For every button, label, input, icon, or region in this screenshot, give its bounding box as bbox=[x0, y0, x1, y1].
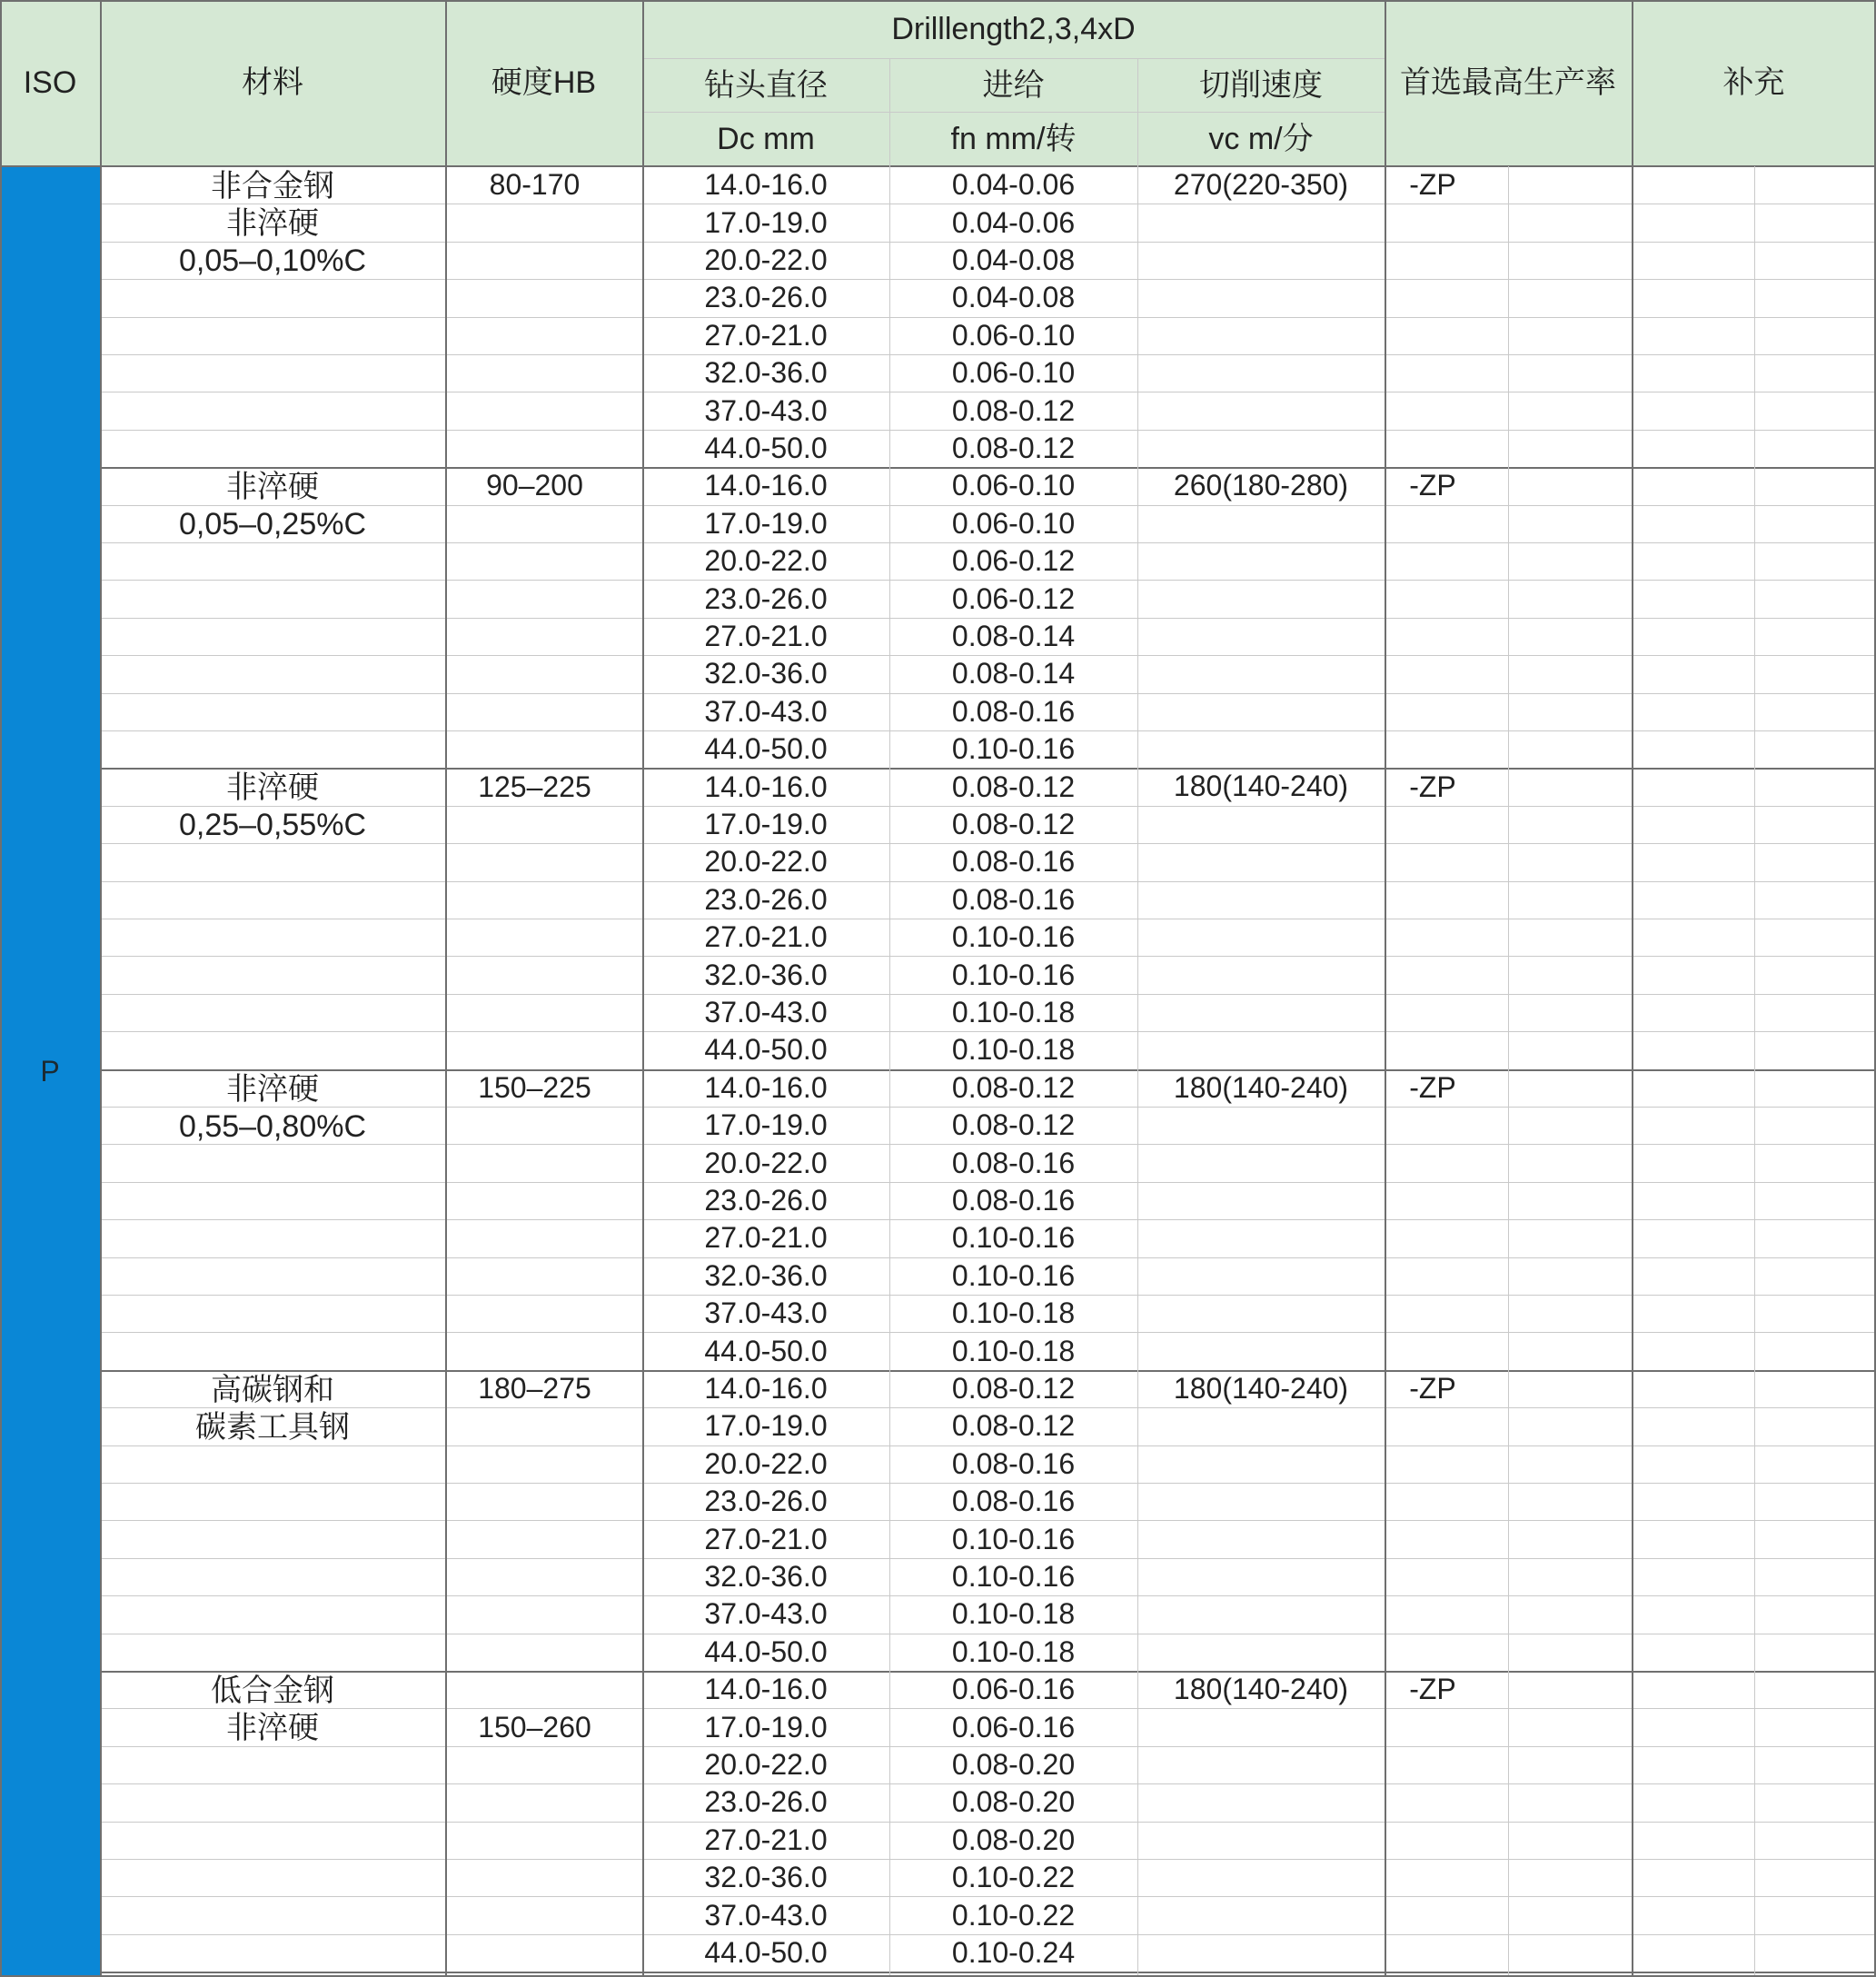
feed-rate: 0.10-0.18 bbox=[951, 996, 1076, 1029]
header-diameter-unit: Dc mm bbox=[642, 113, 889, 166]
grid-line bbox=[1754, 166, 1755, 1977]
header-speed-unit: vc m/分 bbox=[1137, 113, 1385, 166]
drill-diameter: 20.0-22.0 bbox=[704, 1146, 828, 1179]
drill-diameter: 14.0-16.0 bbox=[704, 168, 828, 202]
feed-rate: 0.08-0.20 bbox=[951, 1748, 1076, 1782]
feed-rate: 0.04-0.08 bbox=[951, 243, 1076, 277]
feed-rate: 0.04-0.06 bbox=[951, 205, 1076, 239]
feed-rate: 0.10-0.18 bbox=[951, 1033, 1076, 1067]
hardness-value: 125–225 bbox=[478, 770, 591, 803]
header-drill-length: Drilllength2,3,4xD bbox=[642, 0, 1385, 59]
drill-diameter: 32.0-36.0 bbox=[704, 657, 828, 690]
drill-diameter: 14.0-16.0 bbox=[704, 1673, 828, 1706]
feed-rate: 0.10-0.24 bbox=[951, 1936, 1076, 1970]
drill-diameter: 20.0-22.0 bbox=[704, 544, 828, 578]
drill-diameter: 23.0-26.0 bbox=[704, 1785, 828, 1819]
drill-diameter: 37.0-43.0 bbox=[704, 1597, 828, 1631]
feed-rate: 0.06-0.10 bbox=[951, 356, 1076, 390]
drill-diameter: 20.0-22.0 bbox=[704, 243, 828, 277]
header-feed: 进给 bbox=[889, 59, 1137, 113]
drill-diameter: 37.0-43.0 bbox=[704, 1898, 828, 1932]
header-feed-unit: fn mm/转 bbox=[889, 113, 1137, 166]
drill-diameter: 23.0-26.0 bbox=[704, 281, 828, 314]
hardness-value: 150–260 bbox=[478, 1710, 591, 1744]
feed-rate: 0.08-0.12 bbox=[951, 808, 1076, 841]
drill-diameter: 20.0-22.0 bbox=[704, 1446, 828, 1480]
productivity-code: -ZP bbox=[1409, 1372, 1456, 1406]
feed-rate: 0.08-0.16 bbox=[951, 882, 1076, 916]
feed-rate: 0.10-0.18 bbox=[951, 1296, 1076, 1330]
drill-diameter: 27.0-21.0 bbox=[704, 620, 828, 653]
feed-rate: 0.06-0.12 bbox=[951, 581, 1076, 615]
header-supplement: 补充 bbox=[1632, 0, 1876, 166]
grid-line bbox=[1632, 0, 1633, 1977]
drill-diameter: 17.0-19.0 bbox=[704, 1409, 828, 1443]
drill-diameter: 37.0-43.0 bbox=[704, 694, 828, 728]
cutting-speed: 270(220-350) bbox=[1173, 168, 1349, 201]
header-material: 材料 bbox=[100, 0, 445, 166]
feed-rate: 0.10-0.16 bbox=[951, 1258, 1076, 1292]
feed-rate: 0.08-0.16 bbox=[951, 1446, 1076, 1480]
drill-diameter: 27.0-21.0 bbox=[704, 318, 828, 352]
grid-line bbox=[1508, 166, 1509, 1977]
material-name: 非淬硬 0,05–0,25%C bbox=[178, 470, 367, 542]
material-name: 非淬硬 0,25–0,55%C bbox=[178, 770, 367, 843]
drill-diameter: 32.0-36.0 bbox=[704, 1560, 828, 1594]
drill-diameter: 14.0-16.0 bbox=[704, 1372, 828, 1406]
drill-diameter: 17.0-19.0 bbox=[704, 808, 828, 841]
drill-diameter: 27.0-21.0 bbox=[704, 1823, 828, 1856]
cutting-speed: 180(140-240) bbox=[1173, 1070, 1349, 1104]
feed-rate: 0.10-0.18 bbox=[951, 1597, 1076, 1631]
drill-diameter: 44.0-50.0 bbox=[704, 1936, 828, 1970]
productivity-code: -ZP bbox=[1409, 770, 1456, 803]
feed-rate: 0.10-0.22 bbox=[951, 1898, 1076, 1932]
drill-diameter: 44.0-50.0 bbox=[704, 432, 828, 465]
header-iso: ISO bbox=[0, 0, 100, 166]
feed-rate: 0.08-0.16 bbox=[951, 1184, 1076, 1217]
feed-rate: 0.08-0.12 bbox=[951, 770, 1076, 803]
grid-line bbox=[445, 0, 447, 1977]
drill-diameter: 32.0-36.0 bbox=[704, 1861, 828, 1894]
drill-diameter: 27.0-21.0 bbox=[704, 1221, 828, 1255]
drill-diameter: 32.0-36.0 bbox=[704, 958, 828, 991]
drill-diameter: 20.0-22.0 bbox=[704, 1748, 828, 1782]
drill-diameter: 17.0-19.0 bbox=[704, 1710, 828, 1744]
drill-diameter: 44.0-50.0 bbox=[704, 1634, 828, 1668]
header-productivity: 首选最高生产率 bbox=[1385, 0, 1632, 166]
drill-diameter: 37.0-43.0 bbox=[704, 1296, 828, 1330]
feed-rate: 0.06-0.10 bbox=[951, 318, 1076, 352]
drill-diameter: 17.0-19.0 bbox=[704, 205, 828, 239]
feed-rate: 0.10-0.22 bbox=[951, 1861, 1076, 1894]
feed-rate: 0.08-0.14 bbox=[951, 657, 1076, 690]
feed-rate: 0.08-0.16 bbox=[951, 694, 1076, 728]
drill-diameter: 14.0-16.0 bbox=[704, 770, 828, 803]
drill-diameter: 23.0-26.0 bbox=[704, 882, 828, 916]
feed-rate: 0.08-0.16 bbox=[951, 1146, 1076, 1179]
feed-rate: 0.08-0.16 bbox=[951, 845, 1076, 879]
feed-rate: 0.04-0.08 bbox=[951, 281, 1076, 314]
drill-diameter: 23.0-26.0 bbox=[704, 1485, 828, 1518]
feed-rate: 0.08-0.12 bbox=[951, 1070, 1076, 1104]
cutting-speed: 180(140-240) bbox=[1173, 770, 1349, 803]
feed-rate: 0.10-0.18 bbox=[951, 1334, 1076, 1367]
drill-diameter: 17.0-19.0 bbox=[704, 1108, 828, 1142]
feed-rate: 0.10-0.16 bbox=[951, 732, 1076, 766]
feed-rate: 0.10-0.18 bbox=[951, 1634, 1076, 1668]
productivity-code: -ZP bbox=[1409, 168, 1456, 202]
drill-diameter: 27.0-21.0 bbox=[704, 1522, 828, 1555]
drill-diameter: 14.0-16.0 bbox=[704, 469, 828, 502]
iso-group-p: P bbox=[0, 166, 100, 1977]
feed-rate: 0.10-0.16 bbox=[951, 1560, 1076, 1594]
cutting-speed: 260(180-280) bbox=[1173, 469, 1349, 502]
drill-diameter: 44.0-50.0 bbox=[704, 732, 828, 766]
drill-diameter: 44.0-50.0 bbox=[704, 1334, 828, 1367]
feed-rate: 0.10-0.16 bbox=[951, 920, 1076, 954]
drill-diameter: 14.0-16.0 bbox=[704, 1070, 828, 1104]
header-hardness: 硬度HB bbox=[445, 0, 642, 166]
drill-diameter: 27.0-21.0 bbox=[704, 920, 828, 954]
drill-diameter: 32.0-36.0 bbox=[704, 356, 828, 390]
feed-rate: 0.06-0.16 bbox=[951, 1710, 1076, 1744]
feed-rate: 0.08-0.12 bbox=[951, 1409, 1076, 1443]
hardness-value: 150–225 bbox=[478, 1070, 591, 1104]
feed-rate: 0.08-0.14 bbox=[951, 620, 1076, 653]
drill-diameter: 17.0-19.0 bbox=[704, 506, 828, 540]
material-name: 低合金钢 非淬硬 bbox=[211, 1674, 334, 1745]
cutting-speed: 180(140-240) bbox=[1173, 1673, 1349, 1705]
cutting-speed: 180(140-240) bbox=[1173, 1371, 1349, 1405]
feed-rate: 0.08-0.12 bbox=[951, 432, 1076, 465]
feed-rate: 0.06-0.10 bbox=[951, 506, 1076, 540]
hardness-value: 80-170 bbox=[489, 168, 581, 202]
header-diameter: 钻头直径 bbox=[642, 59, 889, 113]
material-name: 高碳钢和 碳素工具钢 bbox=[195, 1372, 350, 1445]
feed-rate: 0.04-0.06 bbox=[951, 168, 1076, 202]
drill-diameter: 23.0-26.0 bbox=[704, 581, 828, 615]
drill-diameter: 32.0-36.0 bbox=[704, 1258, 828, 1292]
drill-diameter: 44.0-50.0 bbox=[704, 1033, 828, 1067]
drill-diameter: 23.0-26.0 bbox=[704, 1184, 828, 1217]
feed-rate: 0.06-0.10 bbox=[951, 469, 1076, 502]
grid-line bbox=[100, 1972, 1876, 1973]
productivity-code: -ZP bbox=[1409, 1070, 1456, 1104]
feed-rate: 0.10-0.16 bbox=[951, 958, 1076, 991]
hardness-value: 180–275 bbox=[478, 1372, 591, 1406]
feed-rate: 0.08-0.12 bbox=[951, 393, 1076, 427]
drill-diameter: 37.0-43.0 bbox=[704, 393, 828, 427]
feed-rate: 0.10-0.16 bbox=[951, 1522, 1076, 1555]
feed-rate: 0.08-0.20 bbox=[951, 1823, 1076, 1856]
feed-rate: 0.08-0.20 bbox=[951, 1785, 1076, 1819]
feed-rate: 0.06-0.12 bbox=[951, 544, 1076, 578]
feed-rate: 0.06-0.16 bbox=[951, 1673, 1076, 1706]
productivity-code: -ZP bbox=[1409, 469, 1456, 502]
material-name: 非合金钢 非淬硬 0,05–0,10%C bbox=[178, 169, 367, 278]
header-speed: 切削速度 bbox=[1137, 59, 1385, 113]
drill-diameter: 37.0-43.0 bbox=[704, 996, 828, 1029]
material-name: 非淬硬 0,55–0,80%C bbox=[178, 1071, 367, 1144]
feed-rate: 0.10-0.16 bbox=[951, 1221, 1076, 1255]
drill-diameter: 20.0-22.0 bbox=[704, 845, 828, 879]
productivity-code: -ZP bbox=[1409, 1673, 1456, 1706]
hardness-value: 90–200 bbox=[486, 469, 583, 502]
feed-rate: 0.08-0.16 bbox=[951, 1485, 1076, 1518]
feed-rate: 0.08-0.12 bbox=[951, 1372, 1076, 1406]
feed-rate: 0.08-0.12 bbox=[951, 1108, 1076, 1142]
